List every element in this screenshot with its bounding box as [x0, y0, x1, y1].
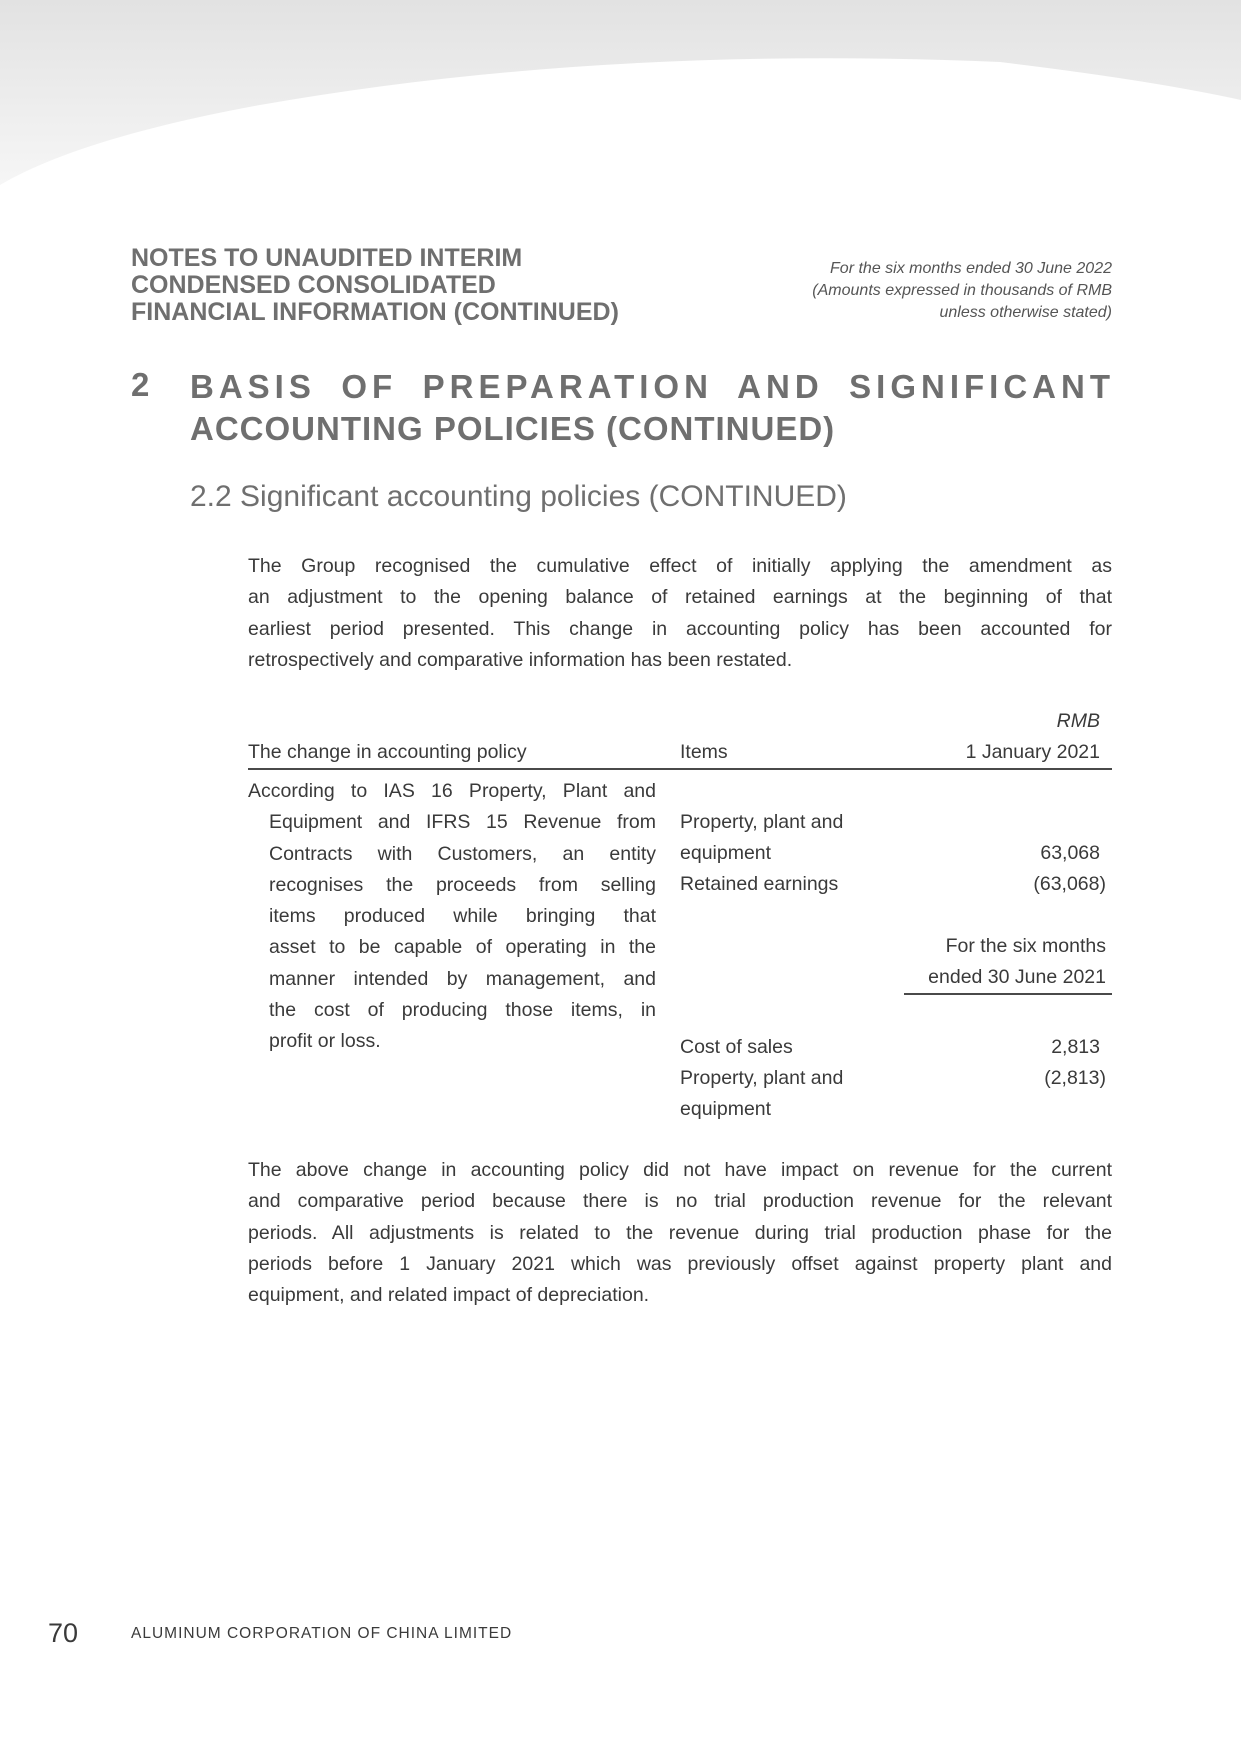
- col-header-policy: The change in accounting policy: [248, 741, 527, 763]
- paragraph-line: The above change in accounting policy did not have impact on revenue for the current: [248, 1159, 1112, 1181]
- currency-label: RMB: [1056, 710, 1100, 732]
- header-swoosh-graphic: [0, 0, 1241, 200]
- paragraph-line: an adjustment to the opening balance of retained earnings at the beginning of that: [248, 586, 1112, 609]
- item-ppe2-line1: Property, plant and: [680, 1067, 844, 1089]
- policy-line: asset to be capable of operating in the: [269, 936, 656, 959]
- period-note-line: (Amounts expressed in thousands of RMB: [812, 282, 1112, 299]
- policy-line: items produced while bringing that: [269, 905, 656, 928]
- paragraph-line: periods before 1 January 2021 which was previously offset against property plant and: [248, 1252, 1112, 1275]
- intro-paragraph: [248, 551, 1112, 676]
- item-ppe-line1: Property, plant and: [680, 811, 844, 833]
- policy-line: Equipment and IFRS 15 Revenue from: [269, 811, 656, 834]
- section-number: 2: [131, 366, 150, 403]
- col-header-date: 1 January 2021: [965, 741, 1100, 763]
- policy-line: profit or loss.: [269, 1030, 381, 1053]
- policy-line: Contracts with Customers, an entity: [269, 842, 656, 865]
- subsection-title: 2.2 Significant accounting policies (CONTINUED): [190, 480, 847, 513]
- period-rule: [904, 993, 1112, 995]
- paragraph-line: retrospectively and comparative information has been restated.: [248, 648, 793, 671]
- policy-change-table: [248, 700, 1112, 1140]
- running-header-title: [131, 245, 691, 326]
- value-cost-of-sales: 2,813: [1051, 1036, 1100, 1058]
- running-header-line: CONDENSED CONSOLIDATED: [131, 271, 496, 299]
- paragraph-line: The Group recognised the cumulative effect of initially applying the amendment as: [248, 555, 1112, 577]
- period-note-line: For the six months ended 30 June 2022: [830, 260, 1112, 277]
- section-title-line: ACCOUNTING POLICIES (CONTINUED): [190, 410, 836, 447]
- value-ppe2: (2,813): [1044, 1067, 1106, 1089]
- value-retained-earnings: (63,068): [1033, 873, 1106, 895]
- period-header-line1: For the six months: [945, 935, 1106, 957]
- policy-line: the cost of producing those items, in: [269, 999, 656, 1022]
- section-title-line: BASIS OF PREPARATION AND SIGNIFICANT: [190, 368, 1115, 405]
- item-ppe-line2: equipment: [680, 842, 772, 864]
- value-ppe: 63,068: [1040, 842, 1100, 864]
- policy-line: manner intended by management, and: [269, 967, 656, 990]
- running-header-line: NOTES TO UNAUDITED INTERIM: [131, 244, 523, 272]
- paragraph-line: equipment, and related impact of depreciation.: [248, 1284, 650, 1307]
- section-title: [190, 366, 1115, 450]
- closing-paragraph: [248, 1155, 1112, 1311]
- policy-line: According to IAS 16 Property, Plant and: [248, 780, 656, 802]
- col-header-items: Items: [680, 741, 728, 763]
- running-header-line: FINANCIAL INFORMATION (CONTINUED): [131, 298, 619, 326]
- period-note-line: unless otherwise stated): [939, 304, 1112, 321]
- page-number: 70: [48, 1618, 79, 1648]
- running-header-period-note: [692, 258, 1112, 324]
- period-header-line2: ended 30 June 2021: [928, 966, 1106, 988]
- item-retained-earnings: Retained earnings: [680, 873, 839, 895]
- paragraph-line: and comparative period because there is no trial production revenue for the relevant: [248, 1190, 1112, 1213]
- paragraph-line: periods. All adjustments is related to the revenue during trial production phase for the: [248, 1221, 1112, 1244]
- item-cost-of-sales: Cost of sales: [680, 1036, 793, 1058]
- policy-description: [248, 776, 656, 1058]
- policy-line: recognises the proceeds from selling: [269, 873, 656, 896]
- item-ppe2-line2: equipment: [680, 1098, 772, 1120]
- paragraph-line: earliest period presented. This change in accounting policy has been accounted for: [248, 617, 1112, 640]
- footer-company-name: ALUMINUM CORPORATION OF CHINA LIMITED: [131, 1625, 513, 1642]
- header-rule: [248, 768, 1112, 770]
